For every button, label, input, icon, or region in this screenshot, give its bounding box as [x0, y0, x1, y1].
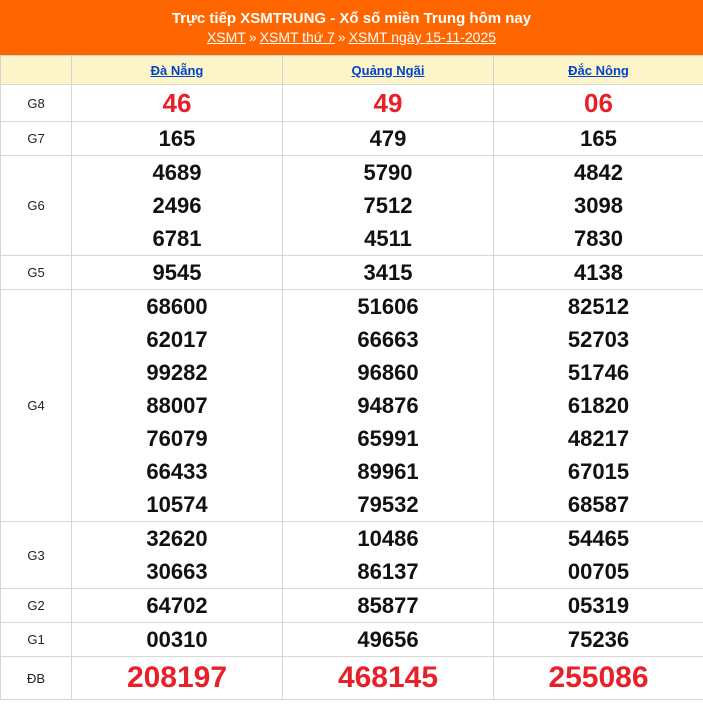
result-number: 4511 [364, 226, 412, 251]
page-title: Trực tiếp XSMTRUNG - Xổ số miền Trung hôm nay [171, 10, 532, 27]
result-cell [72, 522, 283, 589]
result-number: 49 [373, 88, 403, 118]
result-number: 32620 [146, 526, 208, 551]
result-number: 9545 [152, 260, 202, 285]
prize-label: G6 [1, 156, 72, 256]
prize-label: G1 [1, 623, 72, 657]
prize-label: G2 [1, 589, 72, 623]
prize-row [1, 85, 703, 122]
result-cell [72, 290, 283, 522]
result-number: 61820 [567, 393, 630, 418]
result-cell [283, 290, 494, 522]
result-number: 75236 [567, 627, 630, 652]
prize-row [1, 156, 703, 256]
results-table [0, 55, 703, 700]
result-number: 7830 [574, 226, 623, 251]
corner-cell [1, 56, 72, 85]
result-number: 165 [580, 126, 617, 151]
result-number: 30663 [146, 559, 208, 584]
breadcrumb-xsmt-thu-7[interactable]: XSMT thứ 7 [259, 29, 335, 45]
result-cell [283, 256, 494, 290]
result-cell [283, 589, 494, 623]
result-cell [72, 122, 283, 156]
result-number: 5790 [363, 160, 413, 185]
result-cell [494, 657, 703, 700]
result-number: 86137 [357, 559, 419, 584]
province-header [283, 56, 494, 85]
result-cell [72, 657, 283, 700]
prize-label: G4 [1, 290, 72, 522]
result-number: 05319 [567, 593, 630, 618]
result-cell [283, 156, 494, 256]
result-cell [72, 589, 283, 623]
result-number: 208197 [126, 661, 228, 694]
result-number: 64702 [146, 593, 208, 618]
result-cell [494, 290, 703, 522]
result-number: 255086 [548, 661, 649, 694]
breadcrumb-separator: » [337, 29, 346, 45]
prize-label: G3 [1, 522, 72, 589]
result-cell [494, 85, 703, 122]
prize-row [1, 589, 703, 623]
result-number: 82512 [567, 294, 630, 319]
result-number: 3415 [363, 260, 413, 285]
breadcrumb [0, 28, 703, 47]
result-cell [283, 522, 494, 589]
result-number: 06 [584, 88, 613, 118]
prize-row [1, 657, 703, 700]
result-number: 62017 [146, 327, 208, 352]
result-number: 65991 [357, 426, 419, 451]
province-link-da-nang[interactable]: Đà Nẵng [150, 62, 204, 78]
result-number: 46 [162, 88, 192, 118]
province-header [494, 56, 703, 85]
province-link-quang-ngai[interactable]: Quảng Ngãi [351, 62, 425, 78]
result-number: 00310 [146, 627, 208, 652]
result-number: 4138 [574, 260, 623, 285]
result-number: 66663 [357, 327, 419, 352]
result-number: 88007 [146, 393, 208, 418]
result-cell [494, 156, 703, 256]
prize-label: G8 [1, 85, 72, 122]
prize-row [1, 623, 703, 657]
prize-row [1, 522, 703, 589]
result-cell [494, 623, 703, 657]
result-number: 468145 [337, 661, 439, 694]
result-cell [72, 256, 283, 290]
province-header [72, 56, 283, 85]
breadcrumb-xsmt[interactable]: XSMT [206, 29, 246, 45]
breadcrumb-xsmt-date[interactable]: XSMT ngày 15-11-2025 [348, 29, 497, 45]
result-cell [283, 657, 494, 700]
prize-label: G7 [1, 122, 72, 156]
result-number: 89961 [357, 459, 419, 484]
prize-label: G5 [1, 256, 72, 290]
result-cell [283, 623, 494, 657]
result-number: 52703 [567, 327, 630, 352]
province-header-row [1, 56, 703, 85]
result-cell [494, 522, 703, 589]
result-number: 94876 [357, 393, 419, 418]
prize-row [1, 122, 703, 156]
result-number: 76079 [146, 426, 208, 451]
province-link-dac-nong[interactable]: Đắc Nông [568, 62, 629, 78]
result-cell [72, 85, 283, 122]
result-cell [494, 256, 703, 290]
result-number: 96860 [357, 360, 419, 385]
result-number: 54465 [567, 526, 630, 551]
result-number: 165 [158, 126, 196, 151]
result-number: 85877 [357, 593, 419, 618]
result-number: 4842 [574, 160, 623, 185]
result-number: 49656 [357, 627, 419, 652]
result-number: 7512 [363, 193, 413, 218]
result-number: 479 [369, 126, 407, 151]
result-cell [494, 589, 703, 623]
result-number: 4689 [152, 160, 202, 185]
result-number: 3098 [574, 193, 623, 218]
result-number: 68600 [146, 294, 208, 319]
result-number: 2496 [152, 193, 202, 218]
result-cell [72, 156, 283, 256]
result-number: 51606 [357, 294, 419, 319]
result-cell [283, 85, 494, 122]
page-header [0, 0, 703, 55]
result-number: 10486 [357, 526, 419, 551]
result-number: 99282 [146, 360, 208, 385]
result-cell [72, 623, 283, 657]
result-cell [494, 122, 703, 156]
result-number: 10574 [146, 492, 208, 517]
prize-row [1, 290, 703, 522]
result-number: 67015 [567, 459, 630, 484]
result-cell [283, 122, 494, 156]
breadcrumb-separator: » [248, 29, 257, 45]
result-number: 79532 [357, 492, 419, 517]
result-number: 51746 [567, 360, 630, 385]
result-number: 00705 [567, 559, 630, 584]
result-number: 6781 [152, 226, 202, 251]
prize-rows [1, 85, 703, 700]
prize-row [1, 256, 703, 290]
result-number: 68587 [567, 492, 630, 517]
prize-label: ĐB [1, 657, 72, 700]
result-number: 66433 [146, 459, 208, 484]
result-number: 48217 [567, 426, 630, 451]
